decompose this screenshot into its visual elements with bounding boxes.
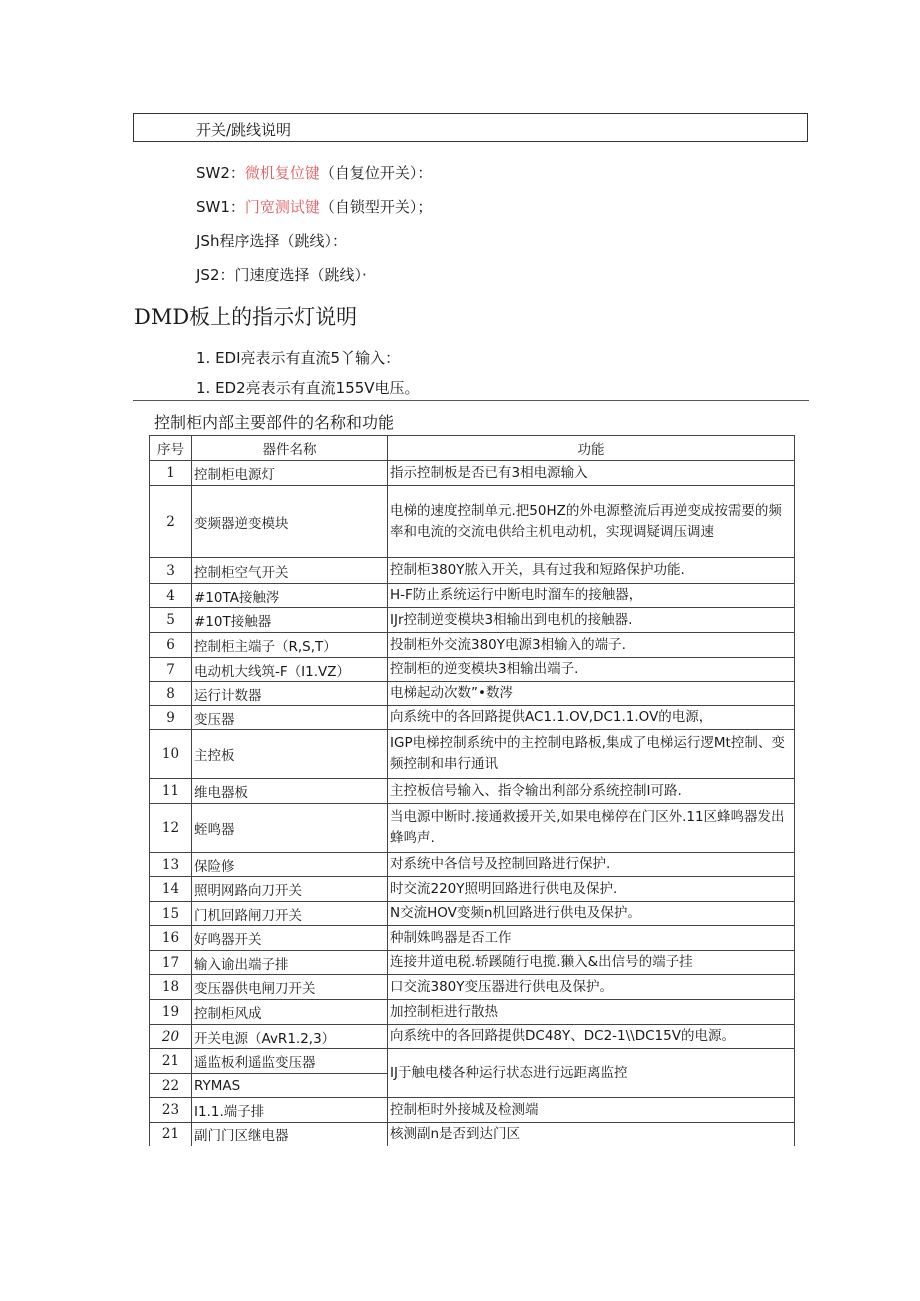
- row-function: 控制柜时外接城及检测端: [388, 1098, 795, 1123]
- row-name: 保险修: [192, 853, 388, 877]
- section-header-title: 开关/跳线说明: [196, 121, 292, 139]
- row-function: N交流HOV变频n机回路进行供电及保护。: [388, 902, 795, 926]
- row-name: 门机回路闸刀开关: [192, 902, 388, 926]
- jumper-jsh-line: [196, 230, 347, 251]
- row-function: 向系统中的各回路提供AC1.1.OV,DC1.1.OV的电源，: [388, 706, 795, 730]
- row-no: 7: [150, 658, 192, 682]
- row-no: 14: [150, 877, 192, 902]
- row-no: 23: [150, 1098, 192, 1123]
- table-row: [150, 1025, 795, 1049]
- parts-table: [149, 435, 795, 1146]
- header-name: 器件名称: [192, 436, 388, 461]
- jumper-js2-label: JS2：门速度选择（跳线）·: [196, 266, 367, 284]
- switch-sw2-line: [196, 162, 432, 183]
- row-no: 2: [150, 486, 192, 558]
- row-name: 维电器板: [192, 779, 388, 804]
- row-name: 控制柜电源灯: [192, 461, 388, 486]
- indicator-item-2: 1. ED2亮表示有直流155V电压。: [196, 379, 420, 397]
- table-row: [150, 779, 795, 804]
- row-no: 18: [150, 975, 192, 1000]
- row-no: 4: [150, 584, 192, 608]
- row-function: 种制姝鸣器是否工作: [388, 926, 795, 951]
- table-row: [150, 1098, 795, 1123]
- row-function: 加控制柜进行散热: [388, 1000, 795, 1025]
- row-no: 20: [150, 1025, 192, 1049]
- switch-sw1-type: （自锁型开关）；: [319, 198, 433, 216]
- indicator-heading: DMD板上的指示灯说明: [134, 305, 358, 329]
- table-row: [150, 461, 795, 486]
- row-function: 连接井道电税.轿蹊随行电揽.獭入&出信号的端子挂: [388, 951, 795, 975]
- switch-sw1-label: SW1：: [196, 198, 245, 216]
- row-no: 19: [150, 1000, 192, 1025]
- row-no: 10: [150, 730, 192, 779]
- table-row: [150, 853, 795, 877]
- row-function: IJ于触电楼各种运行状态进行远距离监控: [388, 1049, 795, 1098]
- row-name: 电动机大线筑-F（I1.VZ）: [192, 658, 388, 682]
- row-function: 控制柜380Y脓入开关，具有过我和短路保护功能.: [388, 558, 795, 584]
- switch-sw2-type: （自复位开关）：: [319, 164, 433, 182]
- row-function: H-F防止系统运行中断电时溜车的接触器，: [388, 584, 795, 608]
- row-name: 运行计数器: [192, 682, 388, 706]
- row-function: 投制柜外交流380Y电源3相输入的端子.: [388, 633, 795, 658]
- row-function: IJr控制逆变模块3相输出到电机的接触器.: [388, 608, 795, 633]
- row-function: 口交流380Y变压器进行供电及保护。: [388, 975, 795, 1000]
- switch-sw1-line: [196, 196, 432, 217]
- row-no: 8: [150, 682, 192, 706]
- table-row: [150, 730, 795, 779]
- switch-sw1-function: 门宽测试键: [244, 198, 320, 216]
- divider-rule: [133, 400, 809, 401]
- row-function: 主控板信号输入、指令输出利部分系统控制I可路.: [388, 779, 795, 804]
- switch-sw2-function: 微机复位键: [244, 164, 320, 182]
- table-row: [150, 584, 795, 608]
- row-no: 21: [150, 1123, 192, 1146]
- row-function: IGP电梯控制系统中的主控制电路板,集成了电梯运行逻Mt控制、变频控制和串行通讯: [388, 730, 795, 779]
- row-no: 6: [150, 633, 192, 658]
- table-row: [150, 877, 795, 902]
- row-no: 22: [150, 1074, 192, 1098]
- row-name: RYMAS: [192, 1074, 388, 1098]
- row-function: 当电源中断时.接通救援开关,如果电梯停在门区外.11区蜂鸣器发出蜂鸣声.: [388, 804, 795, 853]
- row-name: 副门门区继电器: [192, 1123, 388, 1146]
- section-header-box: [133, 113, 808, 142]
- row-name: 照明网路向刀开关: [192, 877, 388, 902]
- switch-sw2-label: SW2：: [196, 164, 245, 182]
- row-name: 控制柜主端子（R,S,T）: [192, 633, 388, 658]
- row-no: 12: [150, 804, 192, 853]
- row-no: 3: [150, 558, 192, 584]
- row-no: 21: [150, 1049, 192, 1074]
- table-row: [150, 902, 795, 926]
- row-no: 17: [150, 951, 192, 975]
- jumper-jsh-label: JSh程序选择（跳线）：: [196, 232, 347, 250]
- row-function: 指示控制板是否已有3相电源输入: [388, 461, 795, 486]
- table-row: [150, 658, 795, 682]
- row-function: 核测副n是否到达门区: [388, 1123, 795, 1146]
- row-name: I1.1.端子排: [192, 1098, 388, 1123]
- row-function: 电梯起动次数”•数涔: [388, 682, 795, 706]
- table-row: [150, 926, 795, 951]
- row-function: 控制柜的逆变模块3相输出端子.: [388, 658, 795, 682]
- table-row: [150, 682, 795, 706]
- row-no: 15: [150, 902, 192, 926]
- table-header-row: [150, 436, 795, 461]
- table-caption: 控制柜内部主要部件的名称和功能: [154, 413, 395, 432]
- table-row: [150, 608, 795, 633]
- row-no: 1: [150, 461, 192, 486]
- row-name: 变压器供电闸刀开关: [192, 975, 388, 1000]
- table-row: [150, 1123, 795, 1146]
- row-name: 遥监板利遥监变压器: [192, 1049, 388, 1074]
- table-row: [150, 804, 795, 853]
- table-row: [150, 1049, 795, 1074]
- row-no: 16: [150, 926, 192, 951]
- table-row: [150, 633, 795, 658]
- table-row: [150, 486, 795, 558]
- row-no: 5: [150, 608, 192, 633]
- table-row: [150, 706, 795, 730]
- jumper-js2-line: [196, 264, 367, 285]
- table-row: [150, 951, 795, 975]
- row-no: 9: [150, 706, 192, 730]
- table-row: [150, 975, 795, 1000]
- row-no: 13: [150, 853, 192, 877]
- row-name: #10T接触器: [192, 608, 388, 633]
- header-function: 功能: [388, 436, 795, 461]
- row-function: 对系统中各信号及控制回路进行保护.: [388, 853, 795, 877]
- row-function: 电梯的速度控制单元.把50HZ的外电源整流后再逆变成按需要的频率和电流的交流电供给主机电动机，实现调疑调压调速: [388, 486, 795, 558]
- row-function: 向系统中的各回路提供DC48Y、DC2-1\\DC15V的电源。: [388, 1025, 795, 1049]
- row-name: 主控板: [192, 730, 388, 779]
- row-function: 时交流220Y照明回路进行供电及保护.: [388, 877, 795, 902]
- row-name: #10TA接触涔: [192, 584, 388, 608]
- row-no: 11: [150, 779, 192, 804]
- header-no: 序号: [150, 436, 192, 461]
- indicator-item-1: 1. EDI亮表示有直流5丫输入：: [196, 349, 401, 367]
- table-row: [150, 1000, 795, 1025]
- row-name: 控制柜空气开关: [192, 558, 388, 584]
- table-row: [150, 558, 795, 584]
- row-name: 开关电源（AvR1.2,3）: [192, 1025, 388, 1049]
- row-name: 输入谕出端子排: [192, 951, 388, 975]
- row-name: 变压器: [192, 706, 388, 730]
- row-name: 变频器逆变模块: [192, 486, 388, 558]
- row-name: 控制柜风成: [192, 1000, 388, 1025]
- row-name: 好鸣器开关: [192, 926, 388, 951]
- row-name: 蛭鸣器: [192, 804, 388, 853]
